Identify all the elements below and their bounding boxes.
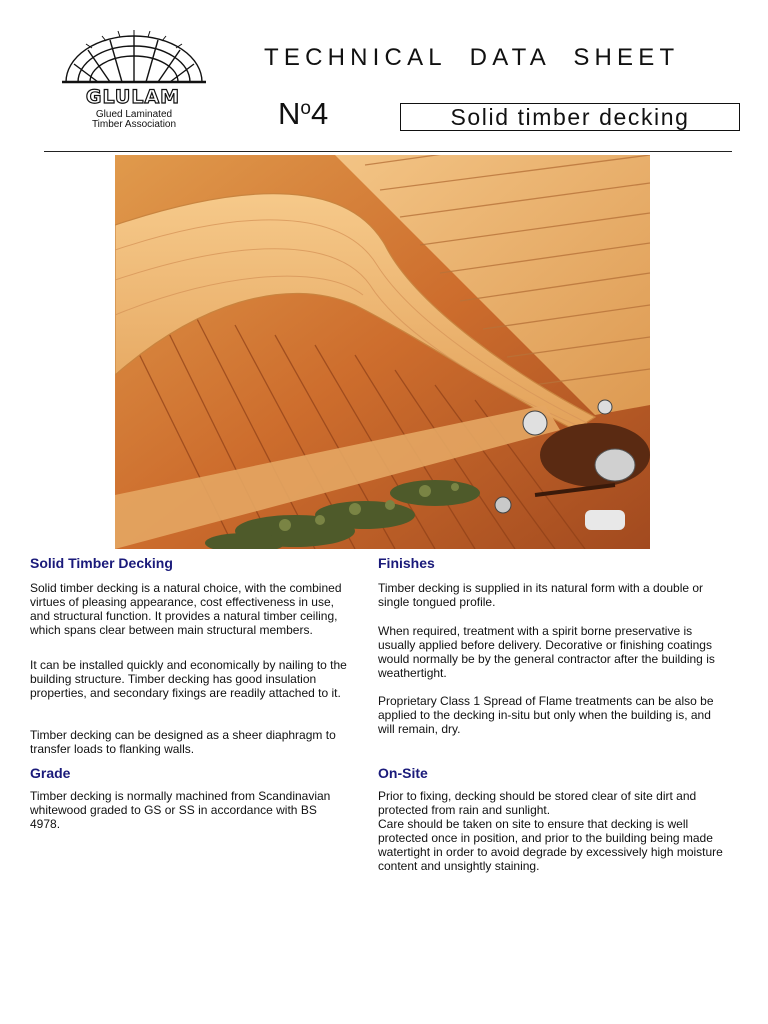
timber-ceiling-photo: [115, 155, 650, 549]
timber-ceiling-image: [115, 155, 650, 549]
heading-solid-timber-decking: Solid Timber Decking: [30, 555, 173, 571]
paragraph-finishes-treatment: When required, treatment with a spirit borne preservative is usually applied before delivery. Decorative or finishing coatings would normally be by the general contractor after the building is weathertight.: [378, 624, 715, 680]
heading-grade: Grade: [30, 765, 71, 781]
paragraph-decking-intro: Solid timber decking is a natural choice, with the combined virtues of pleasing appearance, cost effectiveness in use, and structural function. It provides a natural timber ceiling, which spans clear between main structural members.: [30, 581, 342, 637]
subject-box: Solid timber decking: [400, 103, 740, 131]
paragraph-on-site-protection: Care should be taken on site to ensure that decking is well protected once in position, and prior to the building being made watertight in order to avoid degrade by excessively high moisture content and unsightly staining.: [378, 817, 723, 873]
sheet-number-value: 4: [310, 96, 329, 131]
sheet-number-prefix: N: [278, 96, 301, 131]
paragraph-decking-installation: It can be installed quickly and economically by nailing to the building structure. Timber decking has good insulation properties, and secondary fixings are readily attached to it.: [30, 658, 347, 700]
paragraph-grade: Timber decking is normally machined from Scandinavian whitewood graded to GS or SS in accordance with BS 4978.: [30, 789, 331, 831]
paragraph-finishes-profile: Timber decking is supplied in its natural form with a double or single tongued profile.: [378, 581, 704, 609]
logo-tagline-line1: Glued Laminated: [95, 109, 173, 120]
right-column: [378, 555, 728, 885]
paragraph-decking-diaphragm: Timber decking can be designed as a sheer diaphragm to transfer loads to flanking walls.: [30, 728, 336, 756]
paragraph-on-site-storage: Prior to fixing, decking should be stored clear of site dirt and protected from rain and sunlight.: [378, 789, 697, 817]
logo-tagline-line2: Timber Association: [91, 119, 177, 130]
header-divider: [44, 151, 732, 152]
glulam-logo: [58, 30, 210, 130]
document-title: TECHNICAL DATA SHEET: [264, 44, 680, 71]
heading-on-site: On-Site: [378, 765, 428, 781]
logo-brand: GLULAM: [85, 86, 181, 108]
sheet-number-suffix: o: [300, 98, 311, 119]
arch-logo-icon: [58, 30, 210, 90]
left-column: [30, 555, 350, 855]
heading-finishes: Finishes: [378, 555, 435, 571]
paragraph-finishes-flame: Proprietary Class 1 Spread of Flame treatments can be also be applied to the decking in-situ but only when the building is, and will remain, dry.: [378, 694, 714, 736]
sheet-number: [278, 96, 328, 132]
